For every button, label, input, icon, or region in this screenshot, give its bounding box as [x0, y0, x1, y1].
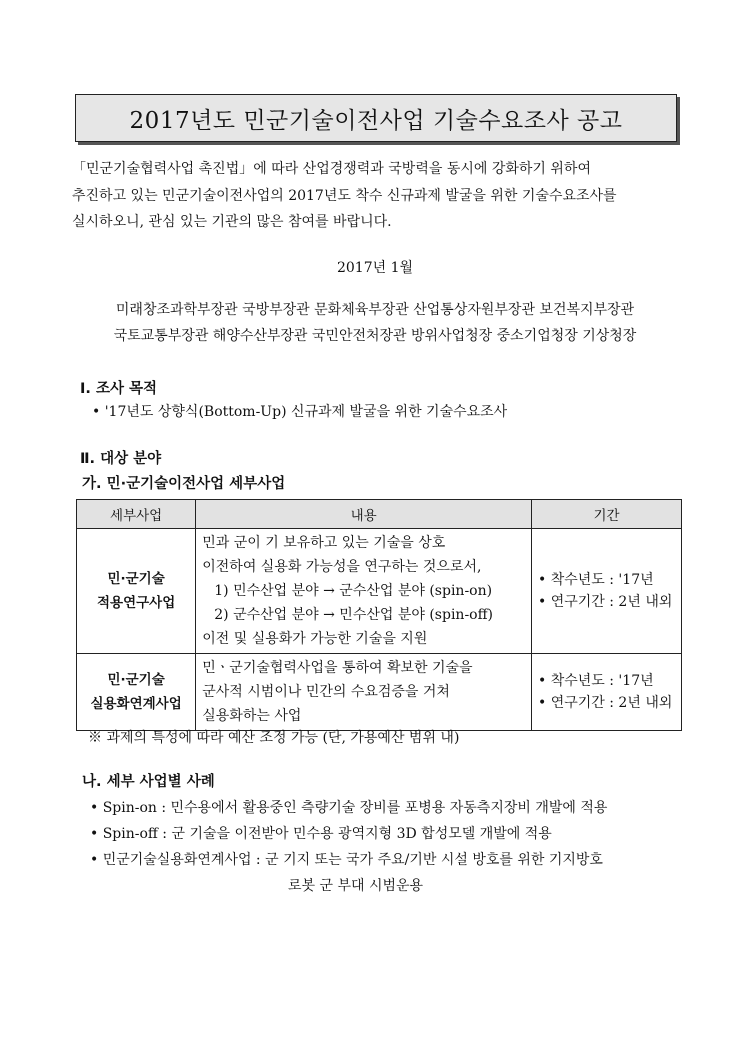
case-item: • 민군기술실용화연계사업 : 군 기지 또는 국가 주요/기반 시설 방호를 위한 기지방호: [90, 852, 603, 868]
content-line: 2) 군수산업 분야 → 민수산업 분야 (spin-off): [214, 607, 494, 623]
intro-line: 추진하고 있는 민군기술이전사업의 2017년도 착수 신규과제 발굴을 위한 기술수요조사를: [72, 187, 617, 204]
content-line: 군사적 시범이나 민간의 수요검증을 거쳐: [202, 684, 450, 700]
table-header-cell: 기간: [532, 500, 682, 529]
content-line: 실용화하는 사업: [202, 708, 302, 724]
section-2a-heading: 가. 민·군기술이전사업 세부사업: [82, 476, 286, 492]
case-item: • Spin-on : 민수용에서 활용중인 측량기술 장비를 포병용 자동측지장비 개발에 적용: [90, 800, 608, 816]
section-2-heading: Ⅱ. 대상 분야: [80, 451, 162, 467]
sub-project-content: [196, 654, 532, 731]
name-line: 실용화연계사업: [90, 696, 182, 712]
period-line: • 착수년도 : '17년: [538, 673, 654, 689]
period-line: • 연구기간 : 2년 내외: [538, 695, 673, 711]
name-line: 민·군기술: [107, 571, 165, 587]
content-line: 민ㆍ군기술협력사업을 통하여 확보한 기술을: [202, 660, 473, 676]
content-line: 이전하여 실용화 가능성을 연구하는 것으로서,: [202, 559, 482, 575]
content-line: 이전 및 실용화가 가능한 기술을 지원: [202, 631, 428, 647]
name-line: 적용연구사업: [97, 595, 176, 611]
period-line: • 착수년도 : '17년: [538, 572, 654, 588]
sub-project-name: [77, 529, 196, 654]
table-row: [77, 529, 682, 654]
table-row: [77, 654, 682, 731]
content-line: 1) 민수산업 분야 → 군수산업 분야 (spin-on): [214, 583, 493, 599]
table-header-cell: 내용: [196, 500, 532, 529]
intro-paragraph: [72, 156, 682, 236]
section-2b-heading: 나. 세부 사업별 사례: [82, 774, 215, 790]
section-1-heading: Ⅰ. 조사 목적: [80, 381, 158, 397]
ministry-line: 국토교통부장관 해양수산부장관 국민안전처장관 방위사업청장 중소기업청장 기상청장: [113, 328, 637, 344]
notice-date: 2017년 1월: [336, 260, 414, 276]
section-1-bullet: • '17년도 상향식(Bottom-Up) 신규과제 발굴을 위한 기술수요조사: [92, 404, 508, 420]
table-header-row: [77, 500, 682, 529]
intro-line: 실시하오니, 관심 있는 기관의 많은 참여를 바랍니다.: [72, 214, 392, 230]
notice-title: 2017년도 민군기술이전사업 기술수요조사 공고: [75, 94, 677, 142]
period-line: • 연구기간 : 2년 내외: [538, 594, 673, 610]
sub-project-period: [532, 654, 682, 731]
intro-line: 「민군기술협력사업 촉진법」에 따라 산업경쟁력과 국방력을 동시에 강화하기 위하여: [72, 161, 591, 177]
ministry-line: 미래창조과학부장관 국방부장관 문화체육부장관 산업통상자원부장관 보건복지부장관: [115, 302, 635, 318]
table-header-cell: 세부사업: [77, 500, 196, 529]
case-list: [90, 795, 607, 899]
content-line: 민과 군이 기 보유하고 있는 기술을 상호: [202, 535, 446, 551]
case-item: • Spin-off : 군 기술을 이전받아 민수용 광역지형 3D 합성모델 개발에 적용: [90, 826, 552, 842]
sub-project-name: [77, 654, 196, 731]
sub-project-period: [532, 529, 682, 654]
budget-note: ※ 과제의 특성에 따라 예산 조정 가능 (단, 가용예산 범위 내): [88, 730, 460, 746]
case-item-continuation: 로봇 군 부대 시범운용: [288, 878, 424, 894]
name-line: 민·군기술: [107, 672, 165, 688]
issuing-ministries: [0, 297, 750, 349]
sub-project-content: [196, 529, 532, 654]
sub-project-table: [76, 499, 682, 731]
